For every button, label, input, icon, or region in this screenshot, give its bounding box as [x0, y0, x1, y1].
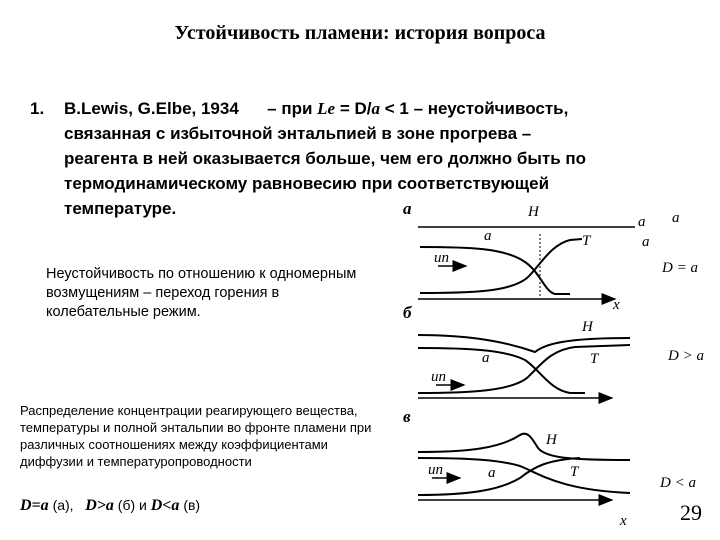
panel-a-corner-a1: a	[638, 214, 646, 230]
panel-b-label-u: uп	[431, 369, 446, 385]
panel-c-label-t: T	[570, 464, 579, 480]
panel-a-label-h: H	[528, 204, 539, 220]
item-line-3: реагента в ней оказывается больше, чем его должно быть по	[64, 149, 587, 168]
item-line-4: термодинамическому равновесию при соответствующей	[64, 174, 550, 193]
panel-b-label-a: a	[482, 350, 490, 366]
panel-b-label-x: x	[613, 297, 620, 313]
panel-b	[403, 297, 704, 398]
panel-c	[403, 407, 696, 529]
figure-caption: Распределение концентрации реагирующего вещества, температуры и полной энтальпии во фронте пламени при различных соотношениях между коэффициентами диффузии и температуропроводности	[20, 403, 372, 469]
panel-a	[403, 199, 698, 299]
panel-c-enthalpy-curve	[418, 434, 630, 460]
thermal-diffusivity-symbol: a	[371, 99, 380, 118]
panel-b-label-t: T	[590, 351, 599, 367]
formula-d-greater-a: D>a	[85, 497, 114, 514]
lewis-number-symbol: Le	[317, 99, 336, 118]
panel-b-relation: D > a	[668, 348, 704, 364]
panel-a-relation: D = a	[662, 260, 698, 276]
instability-note: Неустойчивость по отношению к одномерным возмущениям – переход горения в колебательные режим.	[46, 266, 357, 320]
formula-and: и	[139, 497, 147, 513]
item-dash: – при	[267, 99, 313, 118]
formula-d-equal-a: D=a	[20, 497, 49, 514]
formula-case-c: (в)	[183, 497, 201, 513]
page-number: 29	[680, 500, 702, 525]
panel-a-label-a: a	[484, 228, 492, 244]
item-line-2: связанная с избыточной энтальпией в зоне прогрева –	[64, 124, 532, 143]
item-line-5: температуре.	[64, 199, 177, 218]
item-authors: B.Lewis, G.Elbe, 1934	[64, 99, 239, 118]
panel-b-label-h: H	[582, 319, 593, 335]
panel-c-label-h: H	[546, 432, 557, 448]
panel-a-label-t: T	[582, 233, 591, 249]
panel-a-corner-a3: a	[642, 234, 650, 250]
formula-d-less-a: D<a	[150, 497, 180, 514]
formula-case-a: (а),	[52, 497, 74, 513]
item-equals: = D/	[339, 99, 372, 118]
formula-case-b: (б)	[117, 497, 136, 513]
panel-c-label-a: a	[488, 465, 496, 481]
item-number: 1.	[30, 99, 45, 118]
panel-b-enthalpy-curve	[418, 335, 630, 352]
panel-a-letter: a	[403, 199, 412, 218]
panel-a-corner-a2: a	[672, 210, 680, 226]
panel-c-label-x: x	[620, 513, 627, 529]
panel-b-letter: б	[403, 303, 412, 322]
panel-c-letter: в	[403, 407, 411, 426]
slide-title: Устойчивость пламени: история вопроса	[174, 22, 546, 44]
item-rest: < 1 – неустойчивость,	[384, 99, 569, 118]
panel-c-label-u: uп	[428, 462, 443, 478]
panel-a-label-u: uп	[434, 250, 449, 266]
panel-c-relation: D < a	[660, 475, 696, 491]
